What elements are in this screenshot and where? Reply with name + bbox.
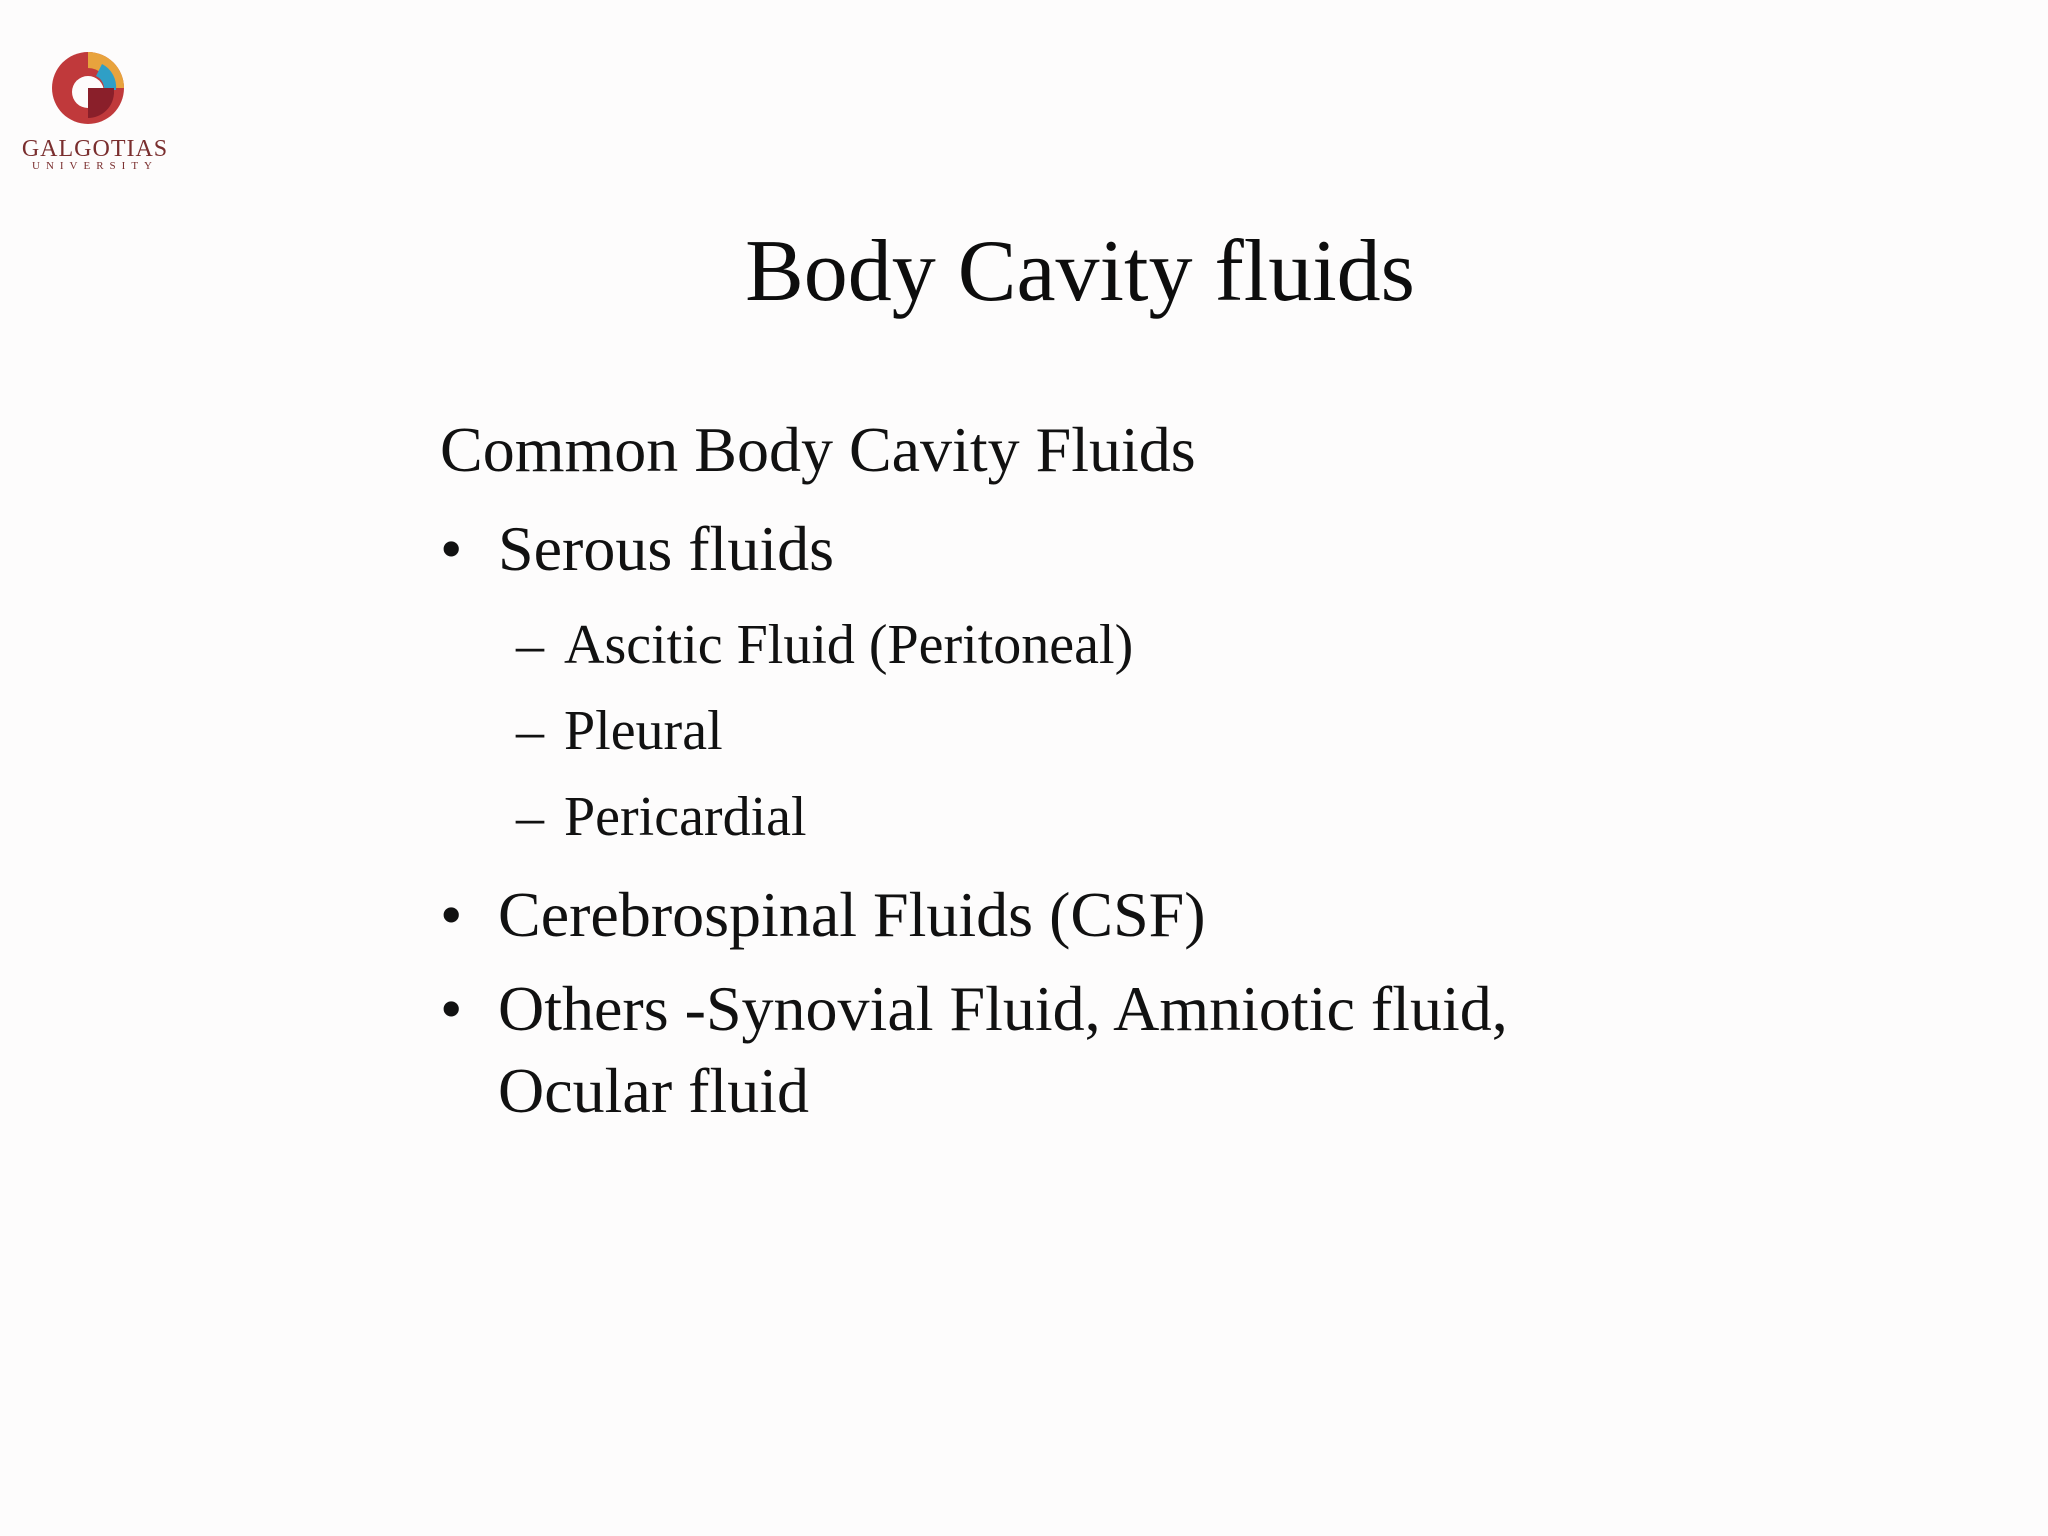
sub-item [440, 688, 1640, 774]
dash-mark: – [516, 786, 544, 848]
sub-item-label: Ascitic Fluid (Peritoneal) [564, 614, 1134, 676]
sub-item-label: Pleural [564, 700, 723, 762]
bullet-mark: • [440, 973, 463, 1044]
bullet-label: Serous fluids [498, 513, 834, 584]
logo-subtitle: UNIVERSITY [32, 160, 158, 172]
sub-list [440, 602, 1640, 860]
bullet-item [440, 874, 1640, 956]
bullet-item [440, 968, 1640, 1132]
dash-mark: – [516, 700, 544, 762]
bullet-item [440, 508, 1640, 590]
sub-item [440, 602, 1640, 688]
bullet-mark: • [440, 879, 463, 950]
galgotias-logo-icon [44, 44, 134, 134]
logo-name: GALGOTIAS [21, 136, 169, 162]
content-heading: Common Body Cavity Fluids [440, 414, 1196, 485]
sub-item [440, 774, 1640, 860]
slide-title: Body Cavity fluids [745, 223, 1415, 320]
bullet-label: Cerebrospinal Fluids (CSF) [498, 879, 1206, 950]
sub-item-label: Pericardial [564, 786, 807, 848]
dash-mark: – [516, 614, 544, 676]
bullet-mark: • [440, 513, 463, 584]
bullet-label-line: Ocular fluid [498, 1055, 809, 1126]
university-logo [16, 40, 169, 180]
slide-content [440, 412, 1640, 1144]
bullet-label-line: Others -Synovial Fluid, Amniotic fluid, [498, 973, 1508, 1044]
